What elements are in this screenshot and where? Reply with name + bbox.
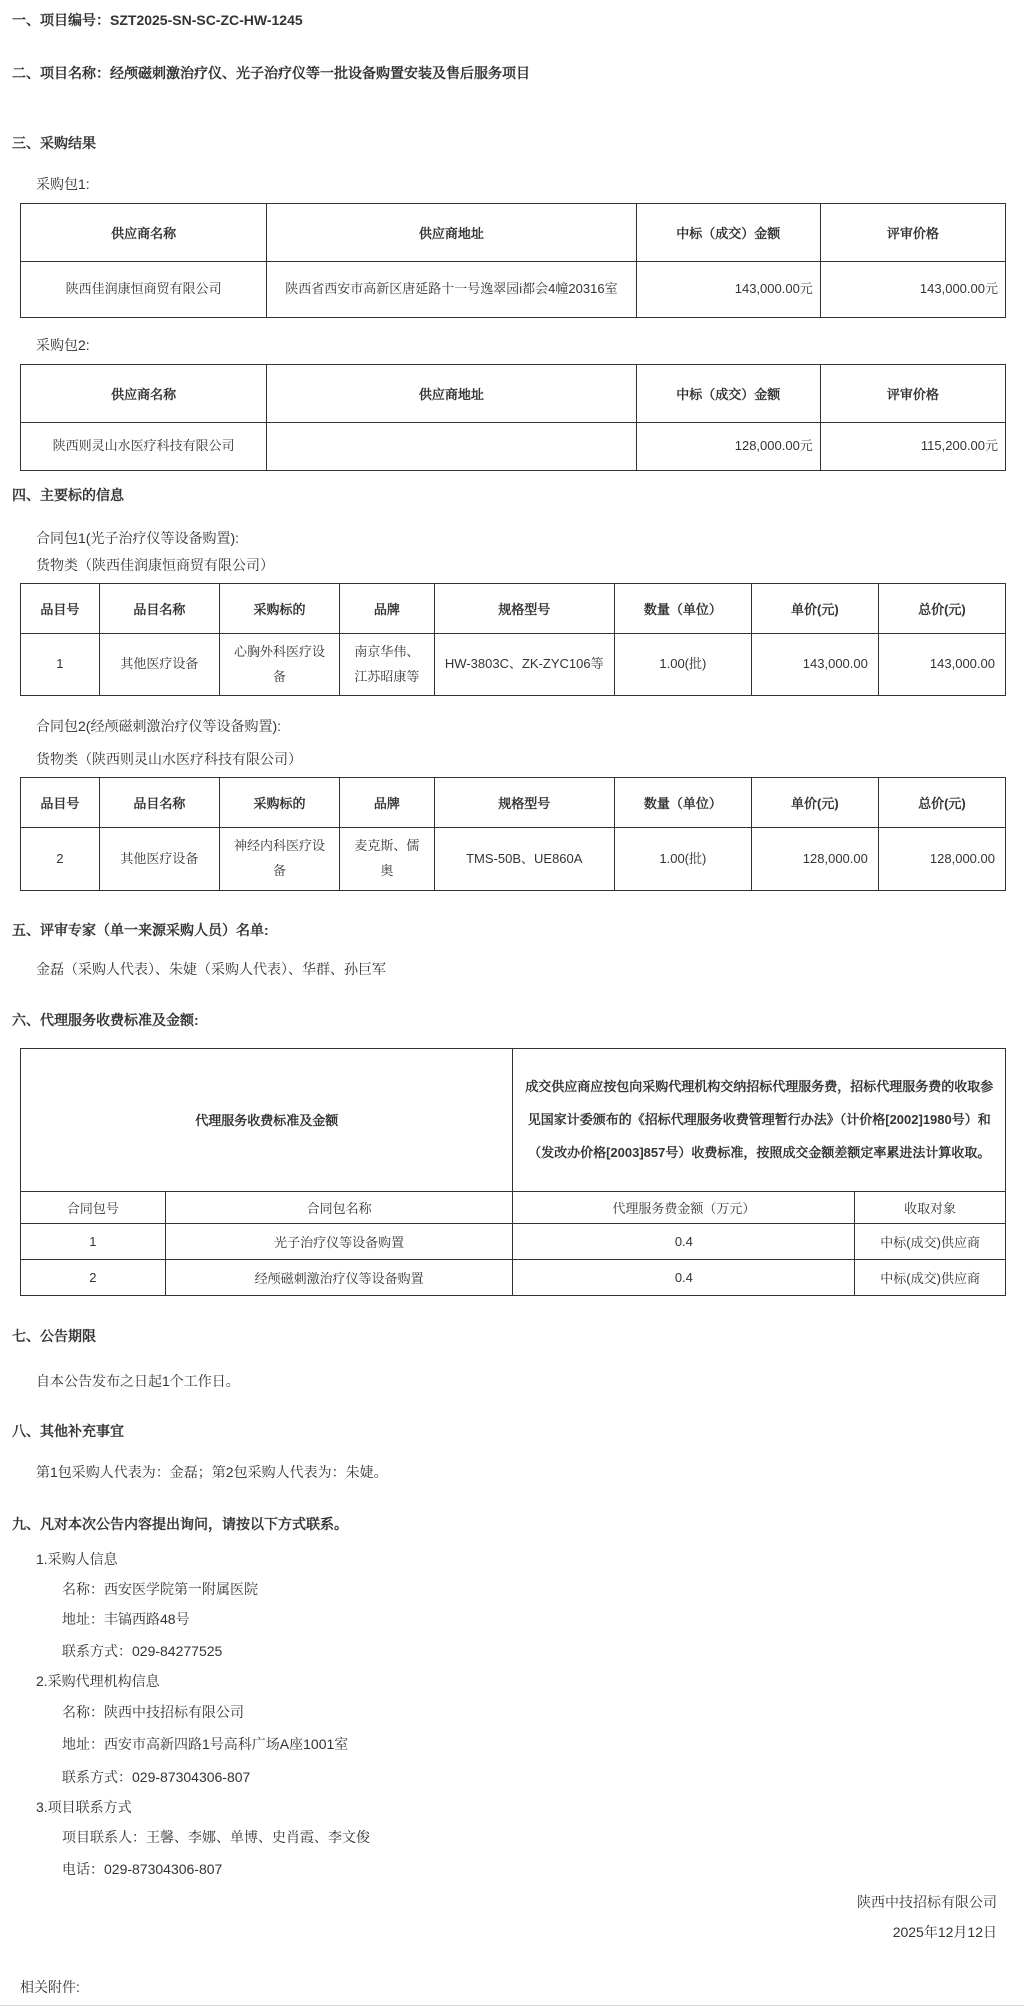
contract-package1-category: 货物类（陕西佳润康恒商贸有限公司） <box>36 557 274 573</box>
items-table2-data-row <box>21 828 1006 890</box>
header-supplier-address: 供应商地址 <box>267 204 636 262</box>
agency-fee-amount-cell: 0.4 <box>513 1223 855 1259</box>
result-table1-header-row <box>21 204 1006 262</box>
result-table2-data-row <box>21 423 1006 471</box>
header-review-price: 评审价格 <box>820 204 1005 262</box>
fee-table-data-row <box>21 1223 1006 1259</box>
buyer-contact: 联系方式：029-84277525 <box>62 1642 223 1659</box>
package1-label: 采购包1: <box>36 176 90 192</box>
project-contacts: 项目联系人：王馨、李娜、单博、史肖霞、李文俊 <box>62 1828 370 1845</box>
project-name-value: 经颅磁刺激治疗仪、光子治疗仪等一批设备购置安装及售后服务项目 <box>110 65 530 81</box>
contract-package-name-cell: 光子治疗仪等设备购置 <box>165 1223 513 1259</box>
agency-address: 地址：西安市高新四路1号高科广场A座1001室 <box>62 1735 349 1752</box>
brand-cell: 南京华伟、江苏昭康等 <box>340 634 435 696</box>
section-procurement-results-title: 三、采购结果 <box>12 135 96 151</box>
contract-package2-label: 合同包2(经颅磁刺激治疗仪等设备购置): <box>36 718 281 735</box>
procurement-target-cell: 神经内科医疗设备 <box>219 828 339 890</box>
fee-table-header-row <box>21 1191 1006 1223</box>
header-procurement-target: 采购标的 <box>219 584 339 634</box>
bottom-divider <box>0 2005 1024 2006</box>
contract-package-name-cell: 经颅磁刺激治疗仪等设备购置 <box>165 1259 513 1295</box>
quantity-cell: 1.00(批) <box>614 634 751 696</box>
buyer-name: 名称：西安医学院第一附属医院 <box>62 1580 258 1597</box>
award-amount-cell: 128,000.00元 <box>636 423 820 471</box>
header-award-amount: 中标（成交）金额 <box>636 365 820 423</box>
section-experts-title: 五、评审专家（单一来源采购人员）名单: <box>12 921 269 938</box>
header-fee-payer: 收取对象 <box>855 1191 1006 1223</box>
items-table-package2 <box>20 777 1006 890</box>
header-item-no: 品目号 <box>21 778 100 828</box>
total-price-cell: 128,000.00 <box>878 828 1005 890</box>
header-supplier-address: 供应商地址 <box>267 365 636 423</box>
project-name-label: 二、项目名称： <box>12 65 110 81</box>
header-review-price: 评审价格 <box>820 365 1005 423</box>
unit-price-cell: 128,000.00 <box>751 828 878 890</box>
project-contact-title: 3.项目联系方式 <box>36 1798 132 1815</box>
header-unit-price: 单价(元) <box>751 584 878 634</box>
other-matters-text: 第1包采购人代表为：金磊；第2包采购人代表为：朱婕。 <box>36 1463 388 1480</box>
award-amount-cell: 143,000.00元 <box>636 262 820 318</box>
item-name-cell: 其他医疗设备 <box>99 828 219 890</box>
spec-model-cell: TMS-50B、UE860A <box>434 828 614 890</box>
project-name-heading <box>12 63 1005 83</box>
header-brand: 品牌 <box>340 778 435 828</box>
fee-description-row <box>21 1048 1006 1191</box>
result-table-package1 <box>20 203 1006 318</box>
header-item-name: 品目名称 <box>99 584 219 634</box>
review-price-cell: 115,200.00元 <box>820 423 1005 471</box>
header-item-name: 品目名称 <box>99 778 219 828</box>
project-phone: 电话：029-87304306-807 <box>62 1860 223 1877</box>
supplier-name-cell: 陕西佳润康恒商贸有限公司 <box>21 262 267 318</box>
fee-standard-description-cell: 成交供应商应按包向采购代理机构交纳招标代理服务费，招标代理服务费的收取参见国家计委颁布的《招标代理服务收费管理暂行办法》（计价格[2002]1980号）和（发改办价格[2003]857号）收费标准，按照成交金额差额定率累进法计算收取。 <box>513 1048 1006 1191</box>
announcement-period-text: 自本公告发布之日起1个工作日。 <box>36 1372 240 1389</box>
agency-name: 名称：陕西中技招标有限公司 <box>62 1703 244 1720</box>
items-table1-header-row <box>21 584 1006 634</box>
header-agency-fee-amount: 代理服务费金额（万元） <box>513 1191 855 1223</box>
project-number-value: SZT2025-SN-SC-ZC-HW-1245 <box>110 12 303 28</box>
header-contract-package-name: 合同包名称 <box>165 1191 513 1223</box>
items-table1-data-row <box>21 634 1006 696</box>
agency-info-title: 2.采购代理机构信息 <box>36 1672 160 1689</box>
items-table2-header-row <box>21 778 1006 828</box>
section-contact-title: 九、凡对本次公告内容提出询问，请按以下方式联系。 <box>12 1515 348 1532</box>
section-main-targets-title: 四、主要标的信息 <box>12 487 124 503</box>
agency-fee-table <box>20 1048 1006 1296</box>
procurement-target-cell: 心胸外科医疗设备 <box>219 634 339 696</box>
fee-table-data-row <box>21 1259 1006 1295</box>
project-number-label: 一、项目编号： <box>12 12 110 28</box>
header-supplier-name: 供应商名称 <box>21 365 267 423</box>
result-table2-header-row <box>21 365 1006 423</box>
contract-package1-label: 合同包1(光子治疗仪等设备购置): <box>36 530 239 546</box>
result-table1-data-row <box>21 262 1006 318</box>
header-brand: 品牌 <box>340 584 435 634</box>
section-other-matters-title: 八、其他补充事宜 <box>12 1422 124 1439</box>
header-unit-price: 单价(元) <box>751 778 878 828</box>
total-price-cell: 143,000.00 <box>878 634 1005 696</box>
result-table-package2 <box>20 364 1006 471</box>
unit-price-cell: 143,000.00 <box>751 634 878 696</box>
header-procurement-target: 采购标的 <box>219 778 339 828</box>
fee-payer-cell: 中标(成交)供应商 <box>855 1259 1006 1295</box>
agency-fee-amount-cell: 0.4 <box>513 1259 855 1295</box>
buyer-address: 地址：丰镐西路48号 <box>62 1610 190 1627</box>
supplier-address-cell <box>267 423 636 471</box>
project-number-heading <box>12 10 1005 30</box>
fee-payer-cell: 中标(成交)供应商 <box>855 1223 1006 1259</box>
quantity-cell: 1.00(批) <box>614 828 751 890</box>
header-total-price: 总价(元) <box>878 778 1005 828</box>
section-announcement-period-title: 七、公告期限 <box>12 1327 96 1344</box>
section-agency-fee-title: 六、代理服务收费标准及金额: <box>12 1011 199 1028</box>
contract-package-no-cell: 2 <box>21 1259 166 1295</box>
experts-list: 金磊（采购人代表）、朱婕（采购人代表）、华群、孙巨军 <box>36 960 386 977</box>
brand-cell: 麦克斯、儒奥 <box>340 828 435 890</box>
announcement-document <box>0 10 1024 1997</box>
header-total-price: 总价(元) <box>878 584 1005 634</box>
header-spec-model: 规格型号 <box>434 584 614 634</box>
item-no-cell: 1 <box>21 634 100 696</box>
item-no-cell: 2 <box>21 828 100 890</box>
items-table-package1 <box>20 583 1006 696</box>
supplier-address-cell: 陕西省西安市高新区唐延路十一号逸翠园i都会4幢20316室 <box>267 262 636 318</box>
signature-organization: 陕西中技招标有限公司 <box>857 1893 997 1910</box>
header-award-amount: 中标（成交）金额 <box>636 204 820 262</box>
spec-model-cell: HW-3803C、ZK-ZYC106等 <box>434 634 614 696</box>
contract-package-no-cell: 1 <box>21 1223 166 1259</box>
buyer-info-title: 1.采购人信息 <box>36 1550 118 1567</box>
package2-label: 采购包2: <box>36 337 90 353</box>
header-spec-model: 规格型号 <box>434 778 614 828</box>
signature-date: 2025年12月12日 <box>892 1923 997 1940</box>
attachments-label: 相关附件: <box>20 1978 80 1995</box>
item-name-cell: 其他医疗设备 <box>99 634 219 696</box>
supplier-name-cell: 陕西则灵山水医疗科技有限公司 <box>21 423 267 471</box>
review-price-cell: 143,000.00元 <box>820 262 1005 318</box>
fee-standard-label-cell: 代理服务收费标准及金额 <box>21 1048 513 1191</box>
header-contract-package-no: 合同包号 <box>21 1191 166 1223</box>
header-item-no: 品目号 <box>21 584 100 634</box>
header-quantity-unit: 数量（单位） <box>614 778 751 828</box>
contract-package2-category: 货物类（陕西则灵山水医疗科技有限公司） <box>36 751 302 768</box>
agency-contact: 联系方式：029-87304306-807 <box>62 1768 251 1785</box>
header-quantity-unit: 数量（单位） <box>614 584 751 634</box>
header-supplier-name: 供应商名称 <box>21 204 267 262</box>
